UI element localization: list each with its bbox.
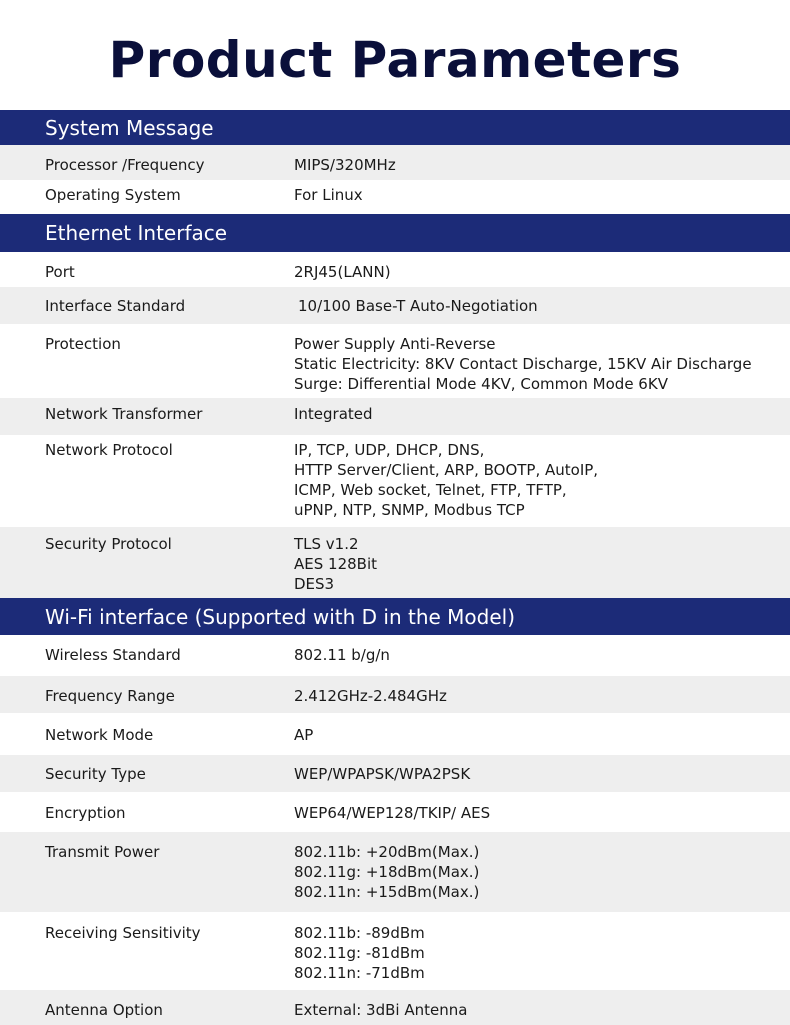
row-value: 2RJ45(LANN) — [294, 263, 391, 281]
table-row — [0, 713, 790, 755]
row-value: MIPS/320MHz — [294, 156, 396, 174]
row-value: External: 3dBi Antenna — [294, 1001, 468, 1019]
row-value: WEP/WPAPSK/WPA2PSK — [294, 765, 471, 783]
row-label: Processor /Frequency — [45, 156, 205, 174]
section-header-ethernet — [0, 214, 790, 252]
table-row — [0, 180, 790, 214]
row-label: Port — [45, 263, 75, 281]
row-label: Protection — [45, 335, 121, 353]
row-label: Security Type — [45, 765, 146, 783]
row-label: Antenna Option — [45, 1001, 163, 1019]
row-value: 802.11b: -89dBm 802.11g: -81dBm 802.11n: -71dBm — [294, 924, 425, 982]
table-row — [0, 912, 790, 990]
row-value: 802.11 b/g/n — [294, 646, 390, 664]
table-row — [0, 755, 790, 792]
row-label: Wireless Standard — [45, 646, 181, 664]
section-title: Wi-Fi interface (Supported with D in the Model) — [45, 604, 516, 629]
table-row — [0, 990, 790, 1025]
row-value: AP — [294, 726, 314, 744]
table-row — [0, 287, 790, 324]
row-value: 802.11b: +20dBm(Max.) 802.11g: +18dBm(Max.) 802.11n: +15dBm(Max.) — [294, 843, 480, 901]
table-row — [0, 324, 790, 398]
table-row — [0, 527, 790, 598]
row-label: Interface Standard — [45, 297, 186, 315]
table-row — [0, 676, 790, 713]
row-value: TLS v1.2 AES 128Bit DES3 — [294, 535, 377, 593]
page-title: Product Parameters — [108, 31, 682, 89]
row-value: 2.412GHz-2.484GHz — [294, 687, 447, 705]
row-value: WEP64/WEP128/TKIP/ AES — [294, 804, 491, 822]
row-label: Encryption — [45, 804, 126, 822]
row-value: 10/100 Base-T Auto-Negotiation — [298, 297, 538, 315]
row-label: Network Transformer — [45, 405, 203, 423]
table-row — [0, 398, 790, 435]
table-row — [0, 792, 790, 832]
section-title: System Message — [45, 115, 214, 140]
section-header-system — [0, 110, 790, 145]
section-title: Ethernet Interface — [45, 221, 228, 245]
row-label: Network Protocol — [45, 441, 173, 459]
table-row — [0, 832, 790, 912]
row-value: Power Supply Anti-Reverse Static Electricity: 8KV Contact Discharge, 15KV Air Discharge Surge: Differential Mode 4KV, Common Mode 6KV — [294, 335, 752, 393]
row-label: Security Protocol — [45, 535, 172, 553]
row-label: Network Mode — [45, 726, 154, 744]
row-label: Operating System — [45, 186, 181, 204]
row-value: For Linux — [294, 186, 363, 204]
section-header-wifi — [0, 598, 790, 635]
table-row — [0, 635, 790, 676]
row-label: Receiving Sensitivity — [45, 924, 201, 942]
table-row — [0, 252, 790, 287]
row-label: Frequency Range — [45, 687, 175, 705]
row-label: Transmit Power — [45, 843, 160, 861]
table-row — [0, 145, 790, 180]
table-row — [0, 435, 790, 527]
row-value: IP, TCP, UDP, DHCP, DNS, HTTP Server/Client, ARP, BOOTP, AutoIP, ICMP, Web socket, Telnet, FTP, TFTP, uPNP, NTP, SNMP, Modbus TCP — [294, 441, 599, 519]
row-value: Integrated — [294, 405, 373, 423]
